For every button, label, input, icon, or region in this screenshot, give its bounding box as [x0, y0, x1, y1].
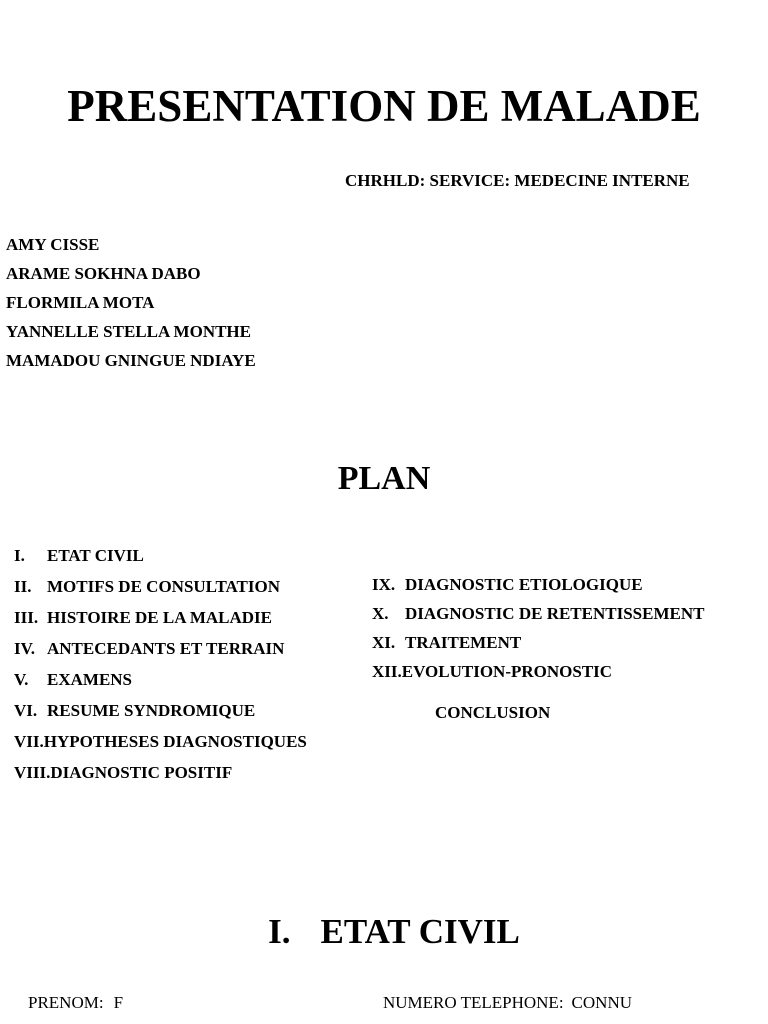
author-list: [6, 230, 256, 375]
plan-item: [14, 544, 307, 575]
plan-item-number: III.: [14, 608, 39, 627]
plan-item-number: XI.: [372, 633, 396, 652]
telephone-label: NUMERO TELEPHONE:: [383, 993, 564, 1012]
plan-item: [14, 575, 307, 606]
plan-item-label: TRAITEMENT: [405, 633, 522, 652]
plan-item: [372, 631, 704, 660]
service-subtitle: CHRHLD: SERVICE: MEDECINE INTERNE: [345, 171, 690, 190]
section-heading: ETAT CIVIL: [320, 912, 520, 951]
plan-item: [14, 668, 307, 699]
plan-item-number: VIII.: [14, 763, 51, 782]
plan-item-number: VII.: [14, 732, 44, 751]
plan-item-label: MOTIFS DE CONSULTATION: [47, 577, 281, 596]
plan-item: [14, 761, 307, 792]
plan-item-number: II.: [14, 577, 32, 596]
plan-item-label: HYPOTHESES DIAGNOSTIQUES: [43, 732, 307, 751]
telephone-value: CONNU: [571, 993, 632, 1012]
plan-item: [14, 699, 307, 730]
plan-item-number: I.: [14, 546, 25, 565]
plan-item: [14, 606, 307, 637]
author-item: ARAME SOKHNA DABO: [6, 264, 201, 283]
author-item: YANNELLE STELLA MONTHE: [6, 322, 251, 341]
plan-item-number: VI.: [14, 701, 38, 720]
plan-list-right: [372, 573, 704, 689]
plan-list-left: [14, 544, 307, 792]
plan-item-label: DIAGNOSTIC POSITIF: [50, 763, 233, 782]
plan-item-number: X.: [372, 604, 389, 623]
plan-item-label: EVOLUTION-PRONOSTIC: [401, 662, 613, 681]
plan-item-number: IX.: [372, 575, 396, 594]
plan-item-label: DIAGNOSTIC ETIOLOGIQUE: [405, 575, 643, 594]
plan-conclusion: CONCLUSION: [435, 703, 551, 722]
plan-title: PLAN: [337, 460, 431, 497]
prenom-field: [28, 993, 123, 1013]
plan-item-label: ANTECEDANTS ET TERRAIN: [47, 639, 285, 658]
author-item: FLORMILA MOTA: [6, 293, 155, 312]
author-item: MAMADOU GNINGUE NDIAYE: [6, 351, 256, 370]
plan-item-label: HISTOIRE DE LA MALADIE: [47, 608, 272, 627]
plan-item: [372, 660, 704, 689]
plan-item-label: ETAT CIVIL: [47, 546, 144, 565]
prenom-value: F: [113, 993, 124, 1012]
plan-item-label: EXAMENS: [47, 670, 133, 689]
author-item: AMY CISSE: [6, 235, 100, 254]
plan-item-label: DIAGNOSTIC DE RETENTISSEMENT: [405, 604, 705, 623]
plan-item: [14, 637, 307, 668]
prenom-label: PRENOM:: [28, 993, 104, 1012]
plan-item-number: V.: [14, 670, 29, 689]
plan-item: [372, 602, 704, 631]
plan-item-label: RESUME SYNDROMIQUE: [47, 701, 256, 720]
plan-item: [372, 573, 704, 602]
plan-item: [14, 730, 307, 761]
section-title: [0, 912, 768, 952]
page-title: PRESENTATION DE MALADE: [67, 81, 701, 131]
plan-item-number: IV.: [14, 639, 35, 658]
telephone-field: [383, 993, 632, 1013]
plan-item-number: XII.: [372, 662, 402, 681]
section-number: I.: [268, 912, 291, 951]
